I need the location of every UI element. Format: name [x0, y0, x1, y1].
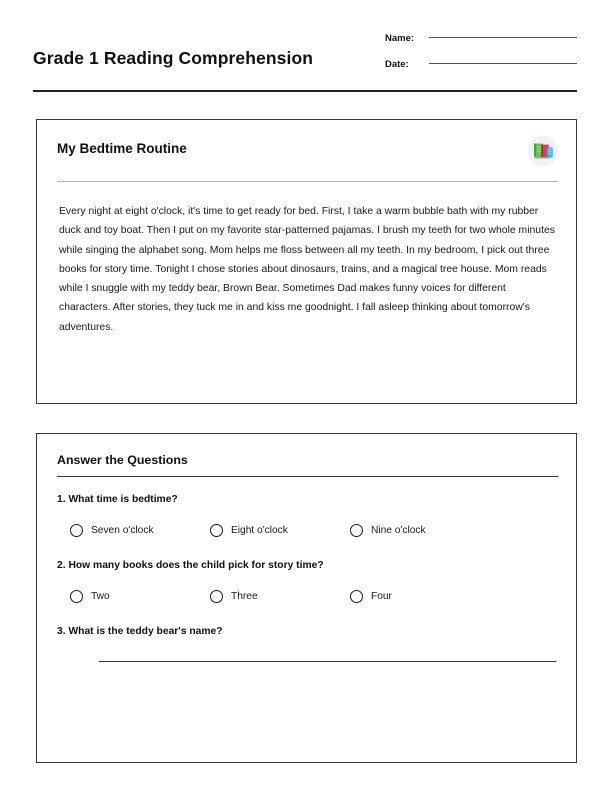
- radio-icon[interactable]: [350, 590, 363, 603]
- option-label: Two: [91, 590, 110, 602]
- date-input-line[interactable]: [429, 63, 577, 64]
- story-title-divider: [57, 181, 558, 182]
- question-1-option-3[interactable]: [350, 524, 490, 537]
- questions-title-divider: [57, 476, 558, 477]
- story-header: [57, 142, 558, 176]
- question-3-answer-line[interactable]: [99, 661, 556, 662]
- option-label: Three: [231, 590, 258, 602]
- questions-section-title: Answer the Questions: [57, 453, 188, 467]
- question-1-option-1[interactable]: [70, 524, 210, 537]
- worksheet-header: [33, 28, 577, 90]
- story-passage-card: [36, 119, 577, 404]
- story-title: My Bedtime Routine: [57, 141, 187, 156]
- question-2-prompt: 2. How many books does the child pick for story time?: [57, 559, 324, 571]
- header-divider: [33, 90, 577, 92]
- question-1: [57, 494, 558, 537]
- option-label: Eight o'clock: [231, 524, 288, 536]
- name-label: Name:: [385, 33, 415, 44]
- question-1-prompt: 1. What time is bedtime?: [57, 494, 178, 505]
- radio-icon[interactable]: [350, 524, 363, 537]
- radio-icon[interactable]: [70, 524, 83, 537]
- question-2: [57, 560, 558, 603]
- radio-icon[interactable]: [70, 590, 83, 603]
- story-passage-text: Every night at eight o'clock, it's time to get ready for bed. First, I take a warm bubble bath with my rubber duck and toy boat. Then I put on my favorite star-patterned pajamas. I brush my teeth for two whole minutes while singing the alphabet song. Mom helps me floss between all my teeth. In my bedroom, I pick out three books for story time. Tonight I chose stories about dinosaurs, trains, and a magical tree house. Mom reads while I snuggle with my teddy bear, Brown Bear. Sometimes Dad makes funny voices for different characters. After stories, they tuck me in and kiss me goodnight. I fall asleep thinking about tomorrow's adventures.: [59, 206, 555, 333]
- date-label: Date:: [385, 59, 409, 70]
- books-icon: [528, 136, 558, 166]
- question-2-option-1[interactable]: [70, 590, 210, 603]
- date-row: [385, 59, 577, 85]
- radio-icon[interactable]: [210, 590, 223, 603]
- questions-card: [36, 433, 577, 763]
- question-1-option-2[interactable]: [210, 524, 350, 537]
- question-3-prompt: 3. What is the teddy bear's name?: [57, 625, 223, 637]
- name-row: [385, 33, 577, 59]
- page-title: Grade 1 Reading Comprehension: [33, 48, 314, 68]
- question-3: [57, 626, 558, 662]
- option-label: Seven o'clock: [91, 524, 154, 536]
- student-info-block: [385, 28, 577, 85]
- option-label: Four: [371, 590, 392, 602]
- option-label: Nine o'clock: [371, 524, 426, 536]
- question-2-option-3[interactable]: [350, 590, 490, 603]
- radio-icon[interactable]: [210, 524, 223, 537]
- question-2-options: [57, 590, 558, 603]
- name-input-line[interactable]: [429, 37, 577, 38]
- questions-list: [57, 494, 558, 680]
- question-2-option-2[interactable]: [210, 590, 350, 603]
- question-1-options: [57, 524, 558, 537]
